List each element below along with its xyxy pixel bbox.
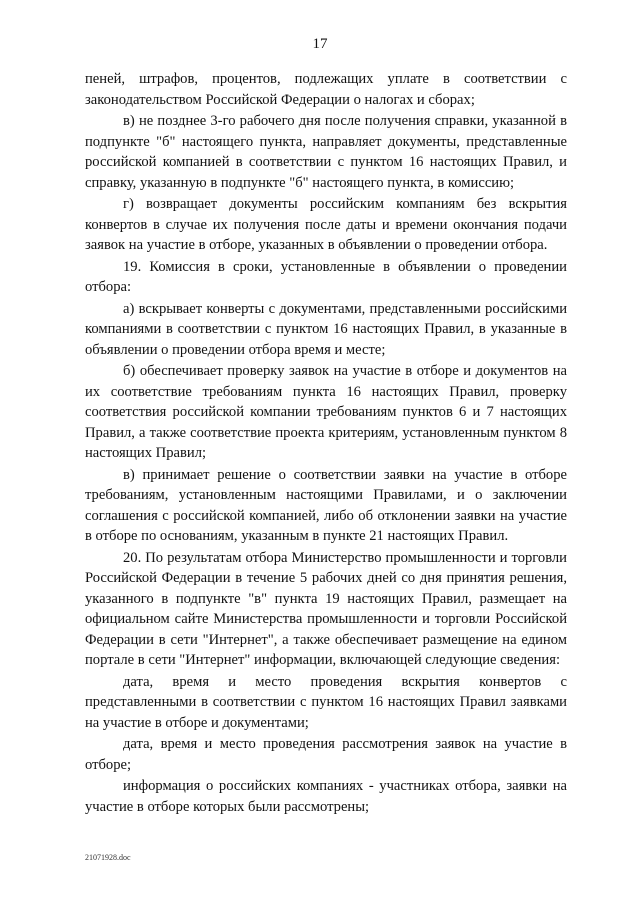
document-code: 21071928.doc (85, 853, 131, 862)
document-body (85, 69, 567, 817)
paragraph: в) принимает решение о соответствии заявки на участие в отборе требованиям, установленным настоящими Правилами, и о заключении соглашения с российской компанией, либо об отклонении заявки на участие в отборе по основаниям, указанным в пункте 21 настоящих Правил. (85, 466, 567, 544)
paragraph: 19. Комиссия в сроки, установленные в объявлении о проведении отбора: (85, 258, 567, 295)
paragraph: пеней, штрафов, процентов, подлежащих уплате в соответствии с законодательством Российской Федерации о налогах и сборах; (85, 71, 567, 108)
paragraph: информация о российских компаниях - участниках отбора, заявки на участие в отборе которых были рассмотрены; (85, 778, 567, 815)
paragraph: а) вскрывает конверты с документами, представленными российскими компаниями в соответствии с пунктом 16 настоящих Правил, в указанные в объявлении о проведении отбора время и месте; (85, 300, 567, 358)
paragraph: б) обеспечивает проверку заявок на участие в отборе и документов на их соответствие требованиям пункта 16 настоящих Правил, проверку соответствия российской компании требованиям пунктов 6 и 7 настоящих Правил, а также соответствие проекта критериям, установленным пунктом 8 настоящих Правил; (85, 363, 567, 461)
paragraph: 20. По результатам отбора Министерство промышленности и торговли Российской Федерации в течение 5 рабочих дней со дня принятия решения, указанного в подпункте "в" пункта 19 настоящих Правил, размещает на официальном сайте Министерства промышленности и торговли Российской Федерации в сети "Интернет", а также обеспечивает размещение на едином портале в сети "Интернет" информации, включающей следующие сведения: (85, 549, 567, 668)
paragraph: г) возвращает документы российским компаниям без вскрытия конвертов в случае их получения после даты и времени окончания подачи заявок на участие в отборе, указанных в объявлении о проведении отбора. (85, 196, 567, 253)
paragraph: дата, время и место проведения вскрытия конвертов с представленными в соответствии с пунктом 16 настоящих Правил заявками на участие в отборе и документами; (85, 673, 567, 731)
paragraph: в) не позднее 3-го рабочего дня после получения справки, указанной в подпункте "б" настоящего пункта, направляет документы, представленные российской компанией в соответствии с пунктом 16 настоящих Правил, и справку, указанную в подпункте "б" настоящего пункта, в комиссию; (85, 113, 567, 191)
page-number: 17 (312, 36, 328, 52)
paragraph: дата, время и место проведения рассмотрения заявок на участие в отборе; (85, 736, 567, 773)
